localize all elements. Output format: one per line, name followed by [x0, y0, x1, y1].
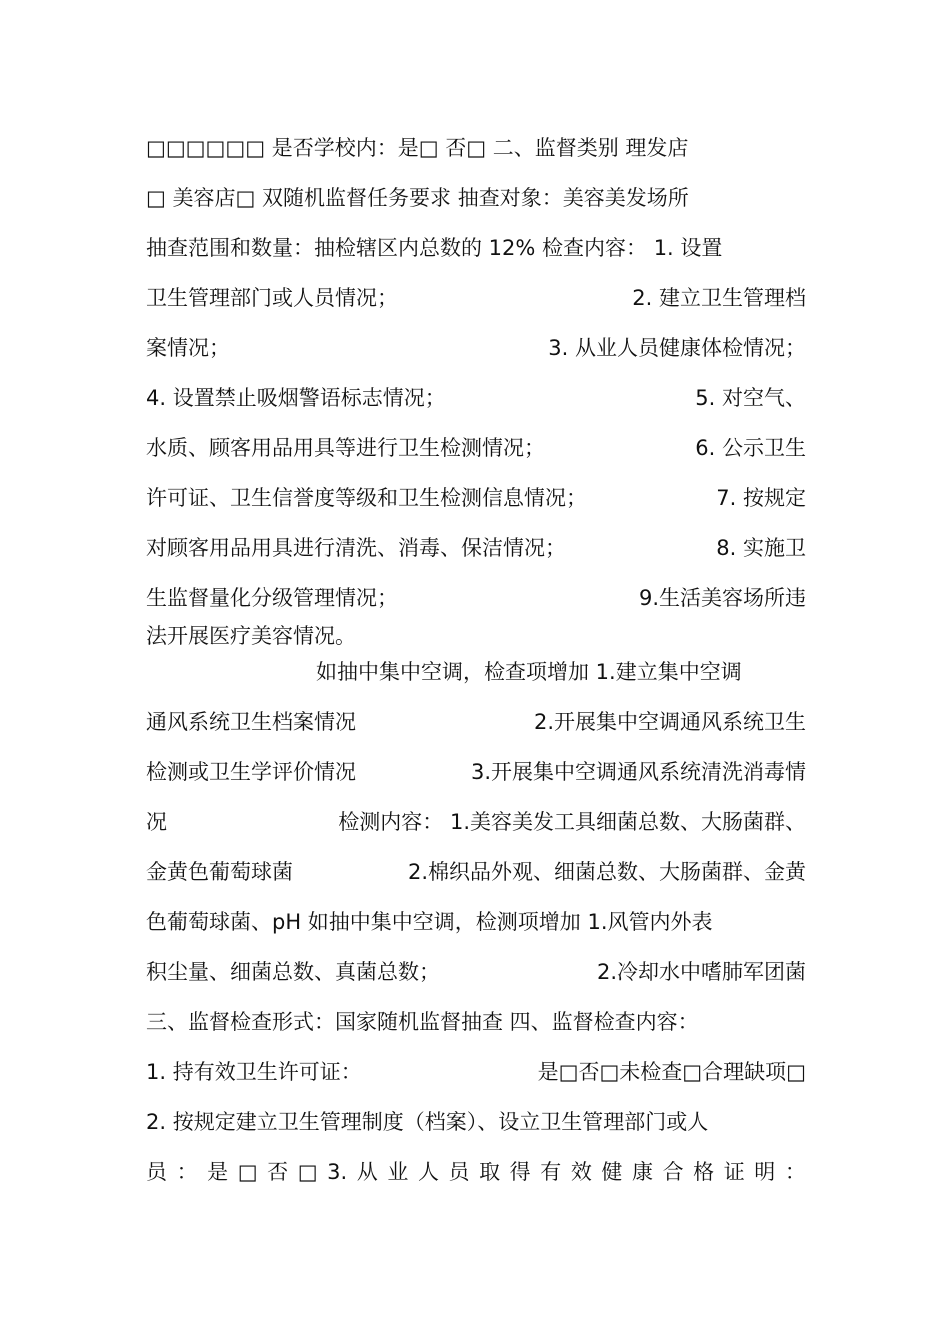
text-line	[146, 481, 806, 515]
text-line: □□□□□□ 是否学校内：是□ 否□ 二、监督类别 理发店	[146, 136, 689, 160]
text-line	[146, 531, 806, 565]
text-segment: 2.棉织品外观、细菌总数、大肠菌群、金黄	[407, 860, 806, 884]
text-segment: 7. 按规定	[716, 486, 806, 510]
text-line	[146, 855, 806, 889]
text-char: 得	[509, 1160, 531, 1184]
text-line: 三、监督检查形式：国家随机监督抽查 四、监督检查内容：	[146, 1010, 699, 1034]
text-line: 色葡萄球菌、pH 如抽中集中空调，检测项增加 1.风管内外表	[146, 910, 713, 934]
text-char: 业	[387, 1160, 409, 1184]
text-line	[146, 431, 806, 465]
text-segment: 4. 设置禁止吸烟警语标志情况；	[146, 386, 446, 410]
text-segment: 金黄色葡萄球菌	[146, 860, 293, 884]
text-char: 格	[693, 1160, 715, 1184]
text-char: 员	[448, 1160, 470, 1184]
text-segment: 况	[146, 810, 167, 834]
text-char: 健	[601, 1160, 623, 1184]
text-char: 否	[267, 1160, 289, 1184]
text-char: 证	[723, 1160, 745, 1184]
text-segment: 卫生管理部门或人员情况；	[146, 286, 398, 310]
text-segment: 8. 实施卫	[716, 536, 806, 560]
text-line	[146, 1155, 806, 1189]
text-segment: 生监督量化分级管理情况；	[146, 586, 398, 610]
text-char: 员	[146, 1160, 167, 1184]
text-char: 明	[754, 1160, 776, 1184]
text-char: 3.	[327, 1160, 348, 1184]
text-char: 康	[631, 1160, 653, 1184]
text-char: 是	[207, 1160, 229, 1184]
text-segment: 3.开展集中空调通风系统清洗消毒情	[470, 760, 806, 784]
text-segment: 2.开展集中空调通风系统卫生	[533, 710, 806, 734]
text-line	[146, 331, 806, 365]
text-segment: 对顾客用品用具进行清洗、消毒、保洁情况；	[146, 536, 566, 560]
text-char: 取	[479, 1160, 501, 1184]
text-segment: 检测内容： 1.美容美发工具细菌总数、大肠菌群、	[338, 810, 806, 834]
text-line	[146, 755, 806, 789]
text-segment: 9.生活美容场所违	[638, 586, 806, 610]
text-segment: 许可证、卫生信誉度等级和卫生检测信息情况；	[146, 486, 587, 510]
text-line	[146, 381, 806, 415]
text-line: 法开展医疗美容情况。	[146, 624, 356, 648]
text-char: ：	[176, 1160, 198, 1184]
text-char: 有	[540, 1160, 562, 1184]
text-segment: 水质、顾客用品用具等进行卫生检测情况；	[146, 436, 545, 460]
text-segment: 1. 持有效卫生许可证：	[146, 1060, 362, 1084]
text-line	[146, 1055, 806, 1089]
text-segment: 6. 公示卫生	[695, 436, 806, 460]
text-segment: 2.冷却水中嗜肺军团菌	[596, 960, 806, 984]
text-line: 如抽中集中空调，检查项增加 1.建立集中空调	[316, 660, 742, 684]
text-segment: 3. 从业人员健康体检情况；	[548, 336, 806, 360]
text-line	[146, 955, 806, 989]
text-char: □	[297, 1160, 318, 1184]
text-segment: 5. 对空气、	[695, 386, 806, 410]
text-char: 从	[356, 1160, 378, 1184]
text-char: 人	[417, 1160, 439, 1184]
text-segment: 案情况；	[146, 336, 230, 360]
text-line	[146, 805, 806, 839]
text-char: ：	[784, 1160, 806, 1184]
text-line	[146, 705, 806, 739]
text-segment: 积尘量、细菌总数、真菌总数；	[146, 960, 440, 984]
text-segment: 2. 建立卫生管理档	[632, 286, 806, 310]
text-line: □ 美容店□ 双随机监督任务要求 抽查对象：美容美发场所	[146, 186, 689, 210]
text-segment: 通风系统卫生档案情况	[146, 710, 356, 734]
text-line	[146, 581, 806, 615]
text-segment: 检测或卫生学评价情况	[146, 760, 356, 784]
text-line: 2. 按规定建立卫生管理制度（档案）、设立卫生管理部门或人	[146, 1110, 709, 1134]
text-segment: 是□否□未检查□合理缺项□	[537, 1060, 806, 1084]
text-line	[146, 281, 806, 315]
text-line: 抽查范围和数量：抽检辖区内总数的 12% 检查内容： 1. 设置	[146, 236, 723, 260]
text-char: □	[237, 1160, 258, 1184]
text-char: 合	[662, 1160, 684, 1184]
text-char: 效	[570, 1160, 592, 1184]
